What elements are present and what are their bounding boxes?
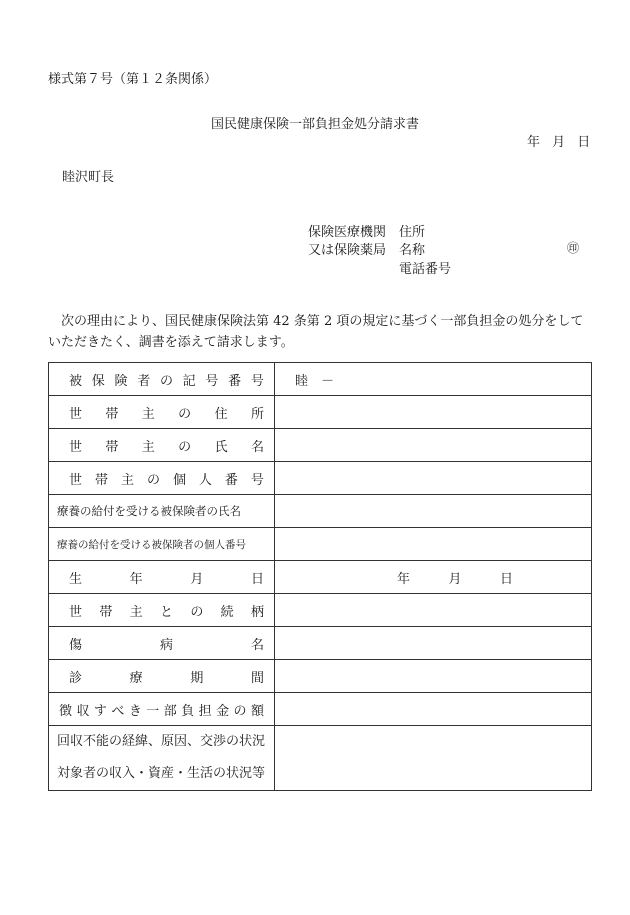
table-row <box>49 561 592 594</box>
address-label: 住所 <box>399 225 426 240</box>
label-char: 者 <box>137 373 151 389</box>
label-char: 主 <box>129 604 143 620</box>
label-char: 名 <box>250 637 264 653</box>
label-char: す <box>93 703 107 719</box>
institution-label-1: 保険医療機関 <box>308 225 387 240</box>
label-char: 続 <box>220 604 234 620</box>
label-char: 額 <box>250 703 264 719</box>
form-number: 様式第７号（第１２条関係） <box>48 72 218 87</box>
label-householder-personal-number <box>49 462 275 495</box>
label-char: 診 <box>69 670 83 686</box>
label-line-1: 回収不能の経緯、原因、交渉の状況 <box>57 734 266 749</box>
value-collection-circumstances[interactable] <box>275 726 592 791</box>
addressee: 睦沢町長 <box>62 170 115 185</box>
label-birth-date <box>49 561 275 594</box>
label-char: と <box>159 604 173 620</box>
value-householder-personal-number[interactable] <box>275 462 592 495</box>
label-collection-circumstances <box>49 726 275 791</box>
label-char: 徴 <box>59 703 73 719</box>
label-line-2: 対象者の収入・資産・生活の状況等 <box>57 766 266 781</box>
label-char: 収 <box>76 703 90 719</box>
label-char: 番 <box>224 472 238 488</box>
institution-label-2: 又は保険薬局 <box>308 243 387 258</box>
label-char: の <box>233 703 247 719</box>
label-char: 帯 <box>105 439 119 455</box>
label-char: 号 <box>250 373 264 389</box>
value-beneficiary-personal-number[interactable] <box>275 528 592 561</box>
label-char: 月 <box>448 571 462 587</box>
label-char: 間 <box>250 670 264 686</box>
label-char: 主 <box>141 439 155 455</box>
label-char: の <box>178 406 192 422</box>
label-char: 帯 <box>94 472 108 488</box>
label-char: 生 <box>69 571 83 587</box>
label-char: 世 <box>69 439 83 455</box>
value-treatment-period[interactable] <box>275 660 592 693</box>
label-char: き <box>128 703 142 719</box>
label-char: 号 <box>205 373 219 389</box>
label-char: 帯 <box>105 406 119 422</box>
table-row <box>49 627 592 660</box>
value-householder-name[interactable] <box>275 429 592 462</box>
table-row <box>49 396 592 429</box>
seal-mark: ㊞ <box>567 241 580 255</box>
label-char: 保 <box>91 373 105 389</box>
label-char: 年 <box>397 571 411 587</box>
label-char: の <box>190 604 204 620</box>
table-row <box>49 528 592 561</box>
label-char: 氏 <box>214 439 228 455</box>
label-householder-address <box>49 396 275 429</box>
label-char: 日 <box>250 571 264 587</box>
date-line: 年 月 日 <box>527 135 591 150</box>
table-row <box>49 726 592 791</box>
label-beneficiary-personal-number: 療養の給付を受ける被保険者の個人番号 <box>49 528 275 561</box>
table-row <box>49 462 592 495</box>
label-char: 所 <box>250 406 264 422</box>
label-disease-name <box>49 627 275 660</box>
value-birth-date[interactable] <box>275 561 592 594</box>
label-char: 月 <box>190 571 204 587</box>
label-insured-symbol-number <box>49 363 275 396</box>
table-row <box>49 594 592 627</box>
label-char: 主 <box>120 472 134 488</box>
value-beneficiary-name[interactable] <box>275 495 592 528</box>
label-char: の <box>159 373 173 389</box>
label-char: 世 <box>69 406 83 422</box>
label-char: 個 <box>172 472 186 488</box>
label-char: 傷 <box>69 637 83 653</box>
label-char: 番 <box>228 373 242 389</box>
label-char: 療 <box>129 670 143 686</box>
document-title: 国民健康保険一部負担金処分請求書 <box>210 117 419 132</box>
label-char: の <box>178 439 192 455</box>
label-char: 柄 <box>250 604 264 620</box>
label-char: 記 <box>182 373 196 389</box>
request-form-table <box>48 362 592 791</box>
table-row <box>49 429 592 462</box>
label-char: 日 <box>499 571 513 587</box>
value-insured-symbol-number[interactable]: 睦 － <box>275 363 592 396</box>
phone-label: 電話番号 <box>399 262 452 277</box>
label-char: 期 <box>190 670 204 686</box>
label-char: 年 <box>129 571 143 587</box>
label-char: 負 <box>181 703 195 719</box>
label-char: 担 <box>198 703 212 719</box>
table-row <box>49 693 592 726</box>
label-char: 世 <box>69 472 83 488</box>
request-statement: 次の理由により、国民健康保険法第 42 条第 2 項の規定に基づく一部負担金の処分をしていただきたく、調書を添えて請求します。 <box>48 314 584 350</box>
table-row <box>49 363 592 396</box>
label-char: 一 <box>146 703 160 719</box>
value-copay-amount[interactable] <box>275 693 592 726</box>
label-char: 険 <box>114 373 128 389</box>
label-char: べ <box>111 703 125 719</box>
name-label: 名称 <box>399 243 426 258</box>
label-treatment-period <box>49 660 275 693</box>
table-row <box>49 495 592 528</box>
label-char: 名 <box>250 439 264 455</box>
label-char: 帯 <box>99 604 113 620</box>
label-char: 金 <box>216 703 230 719</box>
table-row <box>49 660 592 693</box>
value-disease-name[interactable] <box>275 627 592 660</box>
label-copay-amount <box>49 693 275 726</box>
label-char: 主 <box>141 406 155 422</box>
value-householder-address[interactable] <box>275 396 592 429</box>
label-char: の <box>146 472 160 488</box>
label-char: 部 <box>163 703 177 719</box>
label-beneficiary-name: 療養の給付を受ける被保険者の氏名 <box>49 495 275 528</box>
label-char: 住 <box>214 406 228 422</box>
label-char: 病 <box>159 637 173 653</box>
label-char: 世 <box>69 604 83 620</box>
label-char: 人 <box>198 472 212 488</box>
label-char: 号 <box>250 472 264 488</box>
value-relationship[interactable] <box>275 594 592 627</box>
label-relationship <box>49 594 275 627</box>
label-householder-name <box>49 429 275 462</box>
label-char: 被 <box>69 373 83 389</box>
